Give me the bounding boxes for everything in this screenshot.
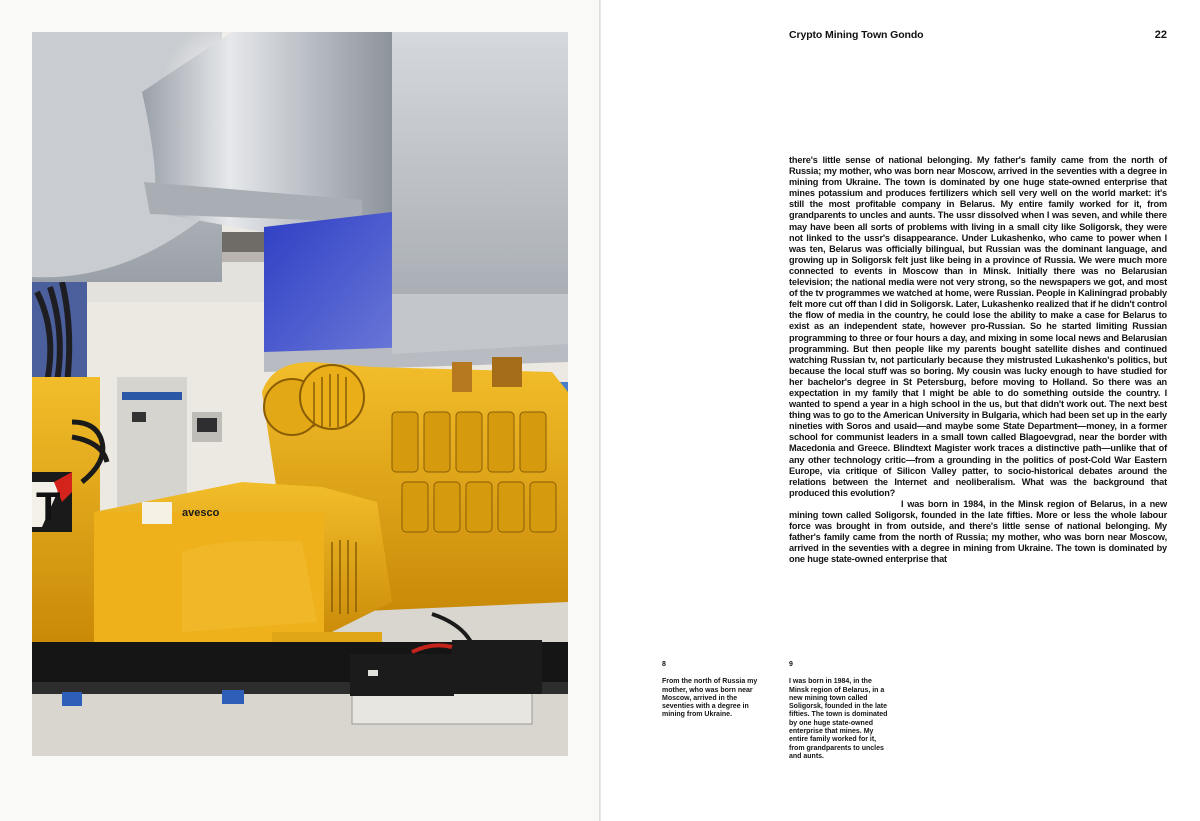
article-body — [789, 155, 1167, 565]
footnote-number: 8 — [662, 661, 666, 668]
decal-letter: T — [36, 485, 61, 529]
running-title: Crypto Mining Town Gondo — [789, 29, 924, 41]
footnote-text: From the north of Russia my mother, who was born near Moscow, arrived in the seventies with a degree in mining from Ukraine. — [662, 678, 758, 719]
body-paragraph: I was born in 1984, in the Minsk region of Belarus, in a new mining town called Soligorsk, founded in the late fifties. More or less the whole labour force was brought in from outside, and there's little sense of national belonging. My father's family came from the north of Russia; my mother, who was born near Moscow, arrived in the seventies with a degree in mining from Ukraine. The town is dominated by one huge state-owned enterprise that — [789, 498, 1167, 565]
page-number: 22 — [1154, 29, 1167, 41]
footnote-9 — [789, 661, 889, 761]
body-paragraph: there's little sense of national belonging. My father's family came from the north of Russia; my mother, who was born near Moscow, arrived in the seventies with a degree in mining from Ukraine. The town is dominated by one huge state-owned enterprise that mines potassium and produces fertilizers which sell very well on the world market: it's still the most profitable company in Belarus. My entire family worked for it, from grandparents to uncles and aunts. The ussr dissolved when I was seven, and while there may have been all sorts of problems with living in a small city like Soligorsk, they were not linked to the ussr's disappearance. Under Lukashenko, who came to power when I was ten, Belarus was officially bilingual, but Russian was the dominant language, and growing up in Soligorsk felt just like being in a province of Russia. We were much more connected to events in Moscow than in Minsk. Initially there was no Belarusian television; the national media were not very strong, so the newspapers we got, and most of the tv programmes we watched at home, were Russian. People in Kaliningrad probably felt more cut off than I did in Soligorsk. Later, Lukashenko realized that if he didn't control the flow of media in the country, he could lose the ability to make a case for Belarus to exist as an independent state, however pro-Russian. So he started limiting Russian programming to three or four hours a day, and mixing in some local news and Belarusian programming. But then people like my parents bought satellite dishes and continued watching Russian tv, not particularly because they mistrusted Lukashenko's politics, but because the local stuff was so boring. My cousin was lucky enough to have studied for her bachelor's degree in St Petersburg, before moving to Holland. So there was an expectation in my family that I might be able to do something outside the country. I wanted to spend a year in a high school in the us, but that didn't work out. The next best thing was to go to the American University in Bulgaria, which had been set up in the early nineties with Soros and usaid—and maybe some State Department—money, in a former school for communist leaders in a small town called Blagoevgrad, near the border with Macedonia and Greece. Blindtext Magister work traces a distinctive path—unlike that of any other technology critic—from a grounding in the politics of post-Cold War Eastern Europe, via critique of Silicon Valley patter, to socio-historical debates around the relations between the Internet and neoliberalism. What was the background that produced this evolution? — [789, 155, 1167, 498]
footnote-number: 9 — [789, 661, 793, 668]
brand-label: avesco — [182, 507, 220, 519]
generator-photo — [32, 32, 568, 756]
footnote-8 — [662, 661, 766, 720]
footnote-text: I was born in 1984, in the Minsk region of Belarus, in a new mining town called Soligorsk, founded in the late fifties. The town is dominated by one huge state-owned enterprise that mines. My entire family worked for it, from grandparents to uncles and aunts. — [789, 678, 888, 760]
